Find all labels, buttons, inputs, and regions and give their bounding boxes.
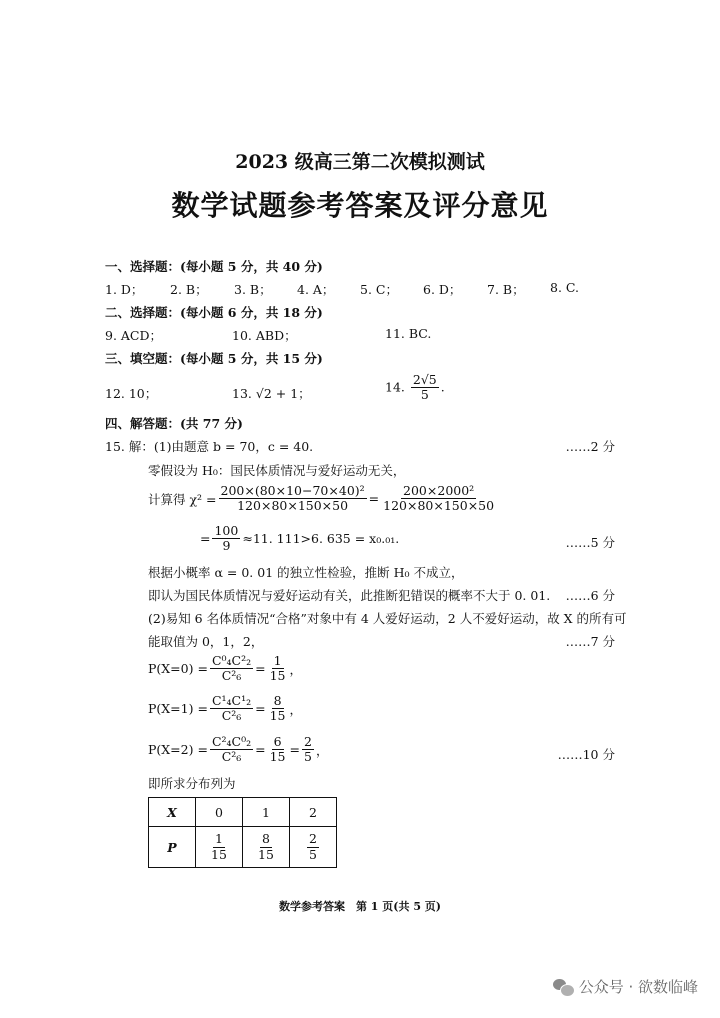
wechat-icon [553, 979, 573, 995]
prob-x0 [148, 654, 302, 684]
table-cell: 0 [196, 798, 243, 827]
answer-13 [232, 384, 311, 402]
chi-fraction-2 [381, 484, 496, 514]
score-marker-7: ……7 分 [565, 634, 615, 649]
fraction-numerator: 2 [304, 734, 312, 749]
fraction-denominator: C²₆ [221, 708, 242, 724]
fraction-denominator: 120×80×150×50 [237, 498, 349, 514]
prob-label: P(X=2) = [148, 742, 208, 758]
fraction-denominator: 5 [420, 387, 429, 403]
answer-14-number: 14. [385, 379, 405, 395]
line-end: ， [289, 701, 303, 717]
score-marker-6: ……6 分 [565, 588, 615, 603]
fraction-denominator: C²₆ [221, 749, 242, 765]
exam-subtitle: 2023 级高三第二次模拟测试 [235, 151, 485, 173]
answer-5: 5. C； [360, 282, 398, 297]
line-end: ， [289, 661, 303, 677]
table-row [149, 827, 337, 868]
chi-square-calc [148, 484, 498, 514]
fraction-numerator: 6 [273, 734, 282, 749]
answer-2: 2. B； [170, 282, 208, 297]
answer-4: 4. A； [297, 282, 335, 297]
fraction-denominator: 15 [269, 749, 286, 765]
page-footer: 数学参考答案 第 1 页(共 5 页) [278, 900, 442, 913]
fraction-numerator: 100 [214, 523, 239, 538]
answer-12: 12. 10； [105, 386, 158, 401]
fraction-denominator: 15 [269, 708, 286, 724]
answer-3: 3. B； [234, 282, 272, 297]
table-cell [196, 827, 243, 868]
fraction-denominator: 15 [258, 846, 274, 862]
fraction-numerator: 1 [215, 831, 223, 847]
fraction-numerator: 8 [262, 831, 270, 847]
distribution-label: 即所求分布列为 [148, 776, 236, 791]
fraction-numerator: 8 [273, 693, 282, 708]
answer-13-expression: √2 + 1； [255, 386, 311, 401]
section2-heading: 二、选择题：(每小题 6 分，共 18 分) [105, 305, 323, 320]
answer-9: 9. ACD； [105, 328, 163, 343]
chi-result-fraction [212, 524, 240, 554]
conclusion-line2: 即认为国民体质情况与爱好运动有关，此推断犯错误的概率不大于 0. 01. [148, 588, 551, 603]
fraction-denominator: 9 [222, 538, 231, 554]
prob-x1 [148, 694, 302, 724]
cell-fraction [256, 832, 276, 862]
section4-heading: 四、解答题：(共 77 分) [105, 416, 243, 431]
answer-13-number: 13. [232, 386, 252, 401]
equals-sign: = [289, 742, 300, 758]
q15-line1: 15. 解：(1)由题意 b = 70，c = 40. [105, 439, 314, 454]
fraction-denominator: C²₆ [221, 668, 242, 684]
prob-x2 [148, 735, 328, 765]
fraction-numerator: 2√5 [412, 372, 437, 387]
score-marker-2: ……2 分 [565, 439, 615, 454]
fraction-denominator: 5 [309, 846, 317, 862]
calc-label: 计算得 χ² = [148, 491, 217, 507]
answer-14-end: . [440, 379, 445, 395]
watermark [553, 976, 698, 997]
answer-11: 11. BC. [385, 326, 432, 341]
combination-fraction [210, 735, 253, 765]
fraction-numerator: C⁰₄C²₂ [211, 653, 252, 668]
table-cell [243, 827, 290, 868]
result-fraction [302, 735, 314, 765]
fraction-numerator: C²₄C⁰₂ [211, 734, 252, 749]
fraction-denominator: 120×80×150×50 [383, 498, 495, 514]
section1-heading: 一、选择题：(每小题 5 分，共 40 分) [105, 259, 323, 274]
fraction-denominator: 15 [269, 668, 286, 684]
line-end: ， [315, 742, 329, 758]
combination-fraction [210, 654, 253, 684]
distribution-table [148, 797, 337, 868]
equals-sign: = [255, 742, 266, 758]
fraction-numerator: 200×(80×10−70×40)² [220, 483, 365, 498]
chi-comparison: ≈11. 111>6. 635 = x₀.₀₁. [242, 531, 400, 547]
answer-14 [385, 373, 445, 403]
score-marker-5: ……5 分 [565, 535, 615, 550]
fraction-numerator: C¹₄C¹₂ [211, 693, 252, 708]
result-fraction [268, 694, 288, 724]
table-row [149, 798, 337, 827]
equals-sign: = [255, 661, 266, 677]
null-hypothesis: 零假设为 H₀：国民体质情况与爱好运动无关， [148, 463, 406, 478]
prob-label: P(X=0) = [148, 661, 208, 677]
chi-square-result [200, 524, 399, 554]
fraction-denominator: 5 [304, 749, 312, 765]
score-marker-10: ……10 分 [557, 747, 615, 762]
table-cell: X [149, 798, 196, 827]
conclusion-line1: 根据小概率 α = 0. 01 的独立性检验，推断 H₀ 不成立， [148, 565, 464, 580]
fraction-denominator: 15 [211, 846, 227, 862]
answer-10: 10. ABD； [232, 328, 297, 343]
result-fraction [268, 654, 288, 684]
equals-sign: = [255, 701, 266, 717]
table-cell [290, 827, 337, 868]
answer-1: 1. D； [105, 282, 144, 297]
equals-sign: = [200, 531, 211, 547]
exam-title: 数学试题参考答案及评分意见 [171, 189, 549, 222]
cell-fraction [307, 832, 319, 862]
middle-fraction [268, 735, 288, 765]
prob-label: P(X=1) = [148, 701, 208, 717]
part2-line1: (2)易知 6 名体质情况“合格”对象中有 4 人爱好运动，2 人不爱好运动，故 X 的所有可 [148, 611, 627, 626]
fraction-numerator: 200×2000² [403, 483, 475, 498]
equals-sign: = [368, 491, 380, 507]
table-cell: 2 [290, 798, 337, 827]
answer-14-fraction [411, 373, 439, 403]
fraction-numerator: 2 [309, 831, 317, 847]
watermark-text: 公众号 · 欲数临峰 [578, 978, 698, 996]
table-cell: P [149, 827, 196, 868]
cell-fraction [209, 832, 229, 862]
answer-8: 8. C. [550, 280, 579, 295]
answer-7: 7. B； [487, 282, 525, 297]
section3-heading: 三、填空题：(每小题 5 分，共 15 分) [105, 351, 323, 366]
table-cell: 1 [243, 798, 290, 827]
combination-fraction [210, 694, 253, 724]
answer-6: 6. D； [423, 282, 462, 297]
chi-fraction-1 [219, 484, 367, 514]
fraction-numerator: 1 [273, 653, 282, 668]
part2-line2: 能取值为 0，1，2， [148, 634, 264, 649]
